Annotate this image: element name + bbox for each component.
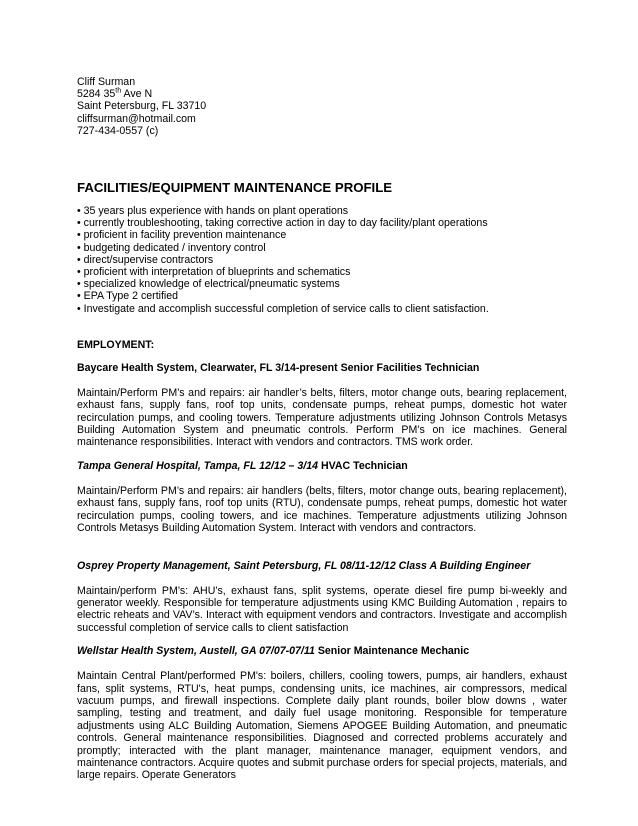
job-description-wellstar: Maintain Central Plant/performed PM's: boilers, chillers, cooling towers, pumps, air handlers, exhaust fans, split systems, RTU's, heat pumps, condensing units, ice machines, air compressors, medical vacuum pumps, and firewall inspections. Complete daily plant rounds, boiler blow downs , water sampling, testing and treatment, and daily fuel usage monitoring. Responsible for temperature adjustments using ALC Building Automation, Siemens APOGEE Building Automation, and pneumatic controls. General maintenance responsibilities. Diagnosed and corrected problems accurately and promptly; interacted with the plant manager, maintenance manager, equipment vendors, and maintenance contractors. Acquire quotes and submit purchase orders for special projects, materials, and large repairs. Operate Generators [77, 670, 567, 782]
job-description-baycare: Maintain/Perform PM’s and repairs: air handler’s belts, filters, motor change outs, bearing replacement, exhaust fans, supply fans, roof top units, condensate pumps, reheat pumps, domestic hot water recirculation pumps, and cooling towers. Temperature adjustments utilizing Johnson Controls Metasys Building Automation System and pneumatic controls. Perform PM’s on ice machines. General maintenance responsibilities. Interact with vendors and contractors. TMS work order. [77, 386, 567, 449]
employment-heading: EMPLOYMENT: [77, 338, 155, 351]
job-details: 3/14-present Senior Facilities Technician [272, 361, 480, 374]
job-description-tampa-general: Maintain/Perform PM’s and repairs: air handlers (belts, filters, motor change outs, bearing replacement), exhaust fans, supply fans, roof top units (RTU), condensate pumps, reheat pumps, domestic hot water recirculation pumps, cooling towers, and ice machines. Temperature adjustments utilizing Johnson Controls Metasys Building Automation System. Interact with vendors and contractors. [77, 484, 567, 535]
contact-city: Saint Petersburg, FL 33710 [77, 100, 207, 113]
profile-title: FACILITIES/EQUIPMENT MAINTENANCE PROFILE [77, 180, 393, 196]
job-heading-baycare [77, 362, 567, 375]
job-employer: Tampa General Hospital, Tampa, FL 12/12 – 3/14 [77, 459, 319, 472]
job-employer: Wellstar Health System, Austell, GA 07/07-07/11 [77, 645, 315, 658]
contact-name: Cliff Surman [77, 76, 136, 88]
profile-bullet: • proficient with interpretation of blueprints and schematics [77, 266, 351, 279]
profile-bullet: • proficient in facility prevention maintenance [77, 229, 287, 242]
profile-bullet: • specialized knowledge of electrical/pneumatic systems [77, 278, 340, 291]
job-heading-wellstar [77, 645, 567, 658]
job-employer: Osprey Property Management, Saint Petersburg, FL 08/11-12/12 Class A Building Engineer [77, 559, 531, 572]
profile-bullet: • budgeting dedicated / inventory control [77, 241, 266, 254]
profile-bullet: • 35 years plus experience with hands on plant operations [77, 205, 349, 218]
profile-bullet: • EPA Type 2 certified [77, 290, 179, 303]
profile-bullet: • direct/supervise contractors [77, 253, 214, 266]
contact-address [77, 88, 567, 100]
profile-bullet: • currently troubleshooting, taking corrective action in day to day facility/plant operations [77, 217, 488, 230]
job-employer: Baycare Health System, Clearwater, FL [77, 361, 273, 374]
address-street: Ave N [121, 88, 153, 101]
profile-bullet: • Investigate and accomplish successful completion of service calls to client satisfaction. [77, 302, 489, 315]
address-number: 5284 35 [77, 88, 116, 101]
address-ordinal: th [115, 87, 122, 95]
job-heading-osprey [77, 560, 567, 573]
contact-phone: 727-434-0557 (c) [77, 124, 159, 137]
contact-block [77, 76, 567, 137]
job-details: HVAC Technician [318, 459, 408, 472]
job-details: Senior Maintenance Mechanic [314, 645, 470, 658]
profile-bullet-list [77, 205, 567, 315]
resume-page [77, 76, 567, 782]
contact-email: cliffsurman@hotmail.com [77, 112, 196, 125]
job-heading-tampa-general [77, 460, 567, 473]
job-description-osprey: Maintain/perform PM’s: AHU’s, exhaust fans, split systems, operate diesel fire pump bi-weekly and generator weekly. Responsible for temperature adjustments using KMC Building Automation , repairs to electric reheats and VAV’s. Interact with equipment vendors and contractors. Investigate and accomplish successful completion of service calls to client satisfaction [77, 584, 567, 634]
